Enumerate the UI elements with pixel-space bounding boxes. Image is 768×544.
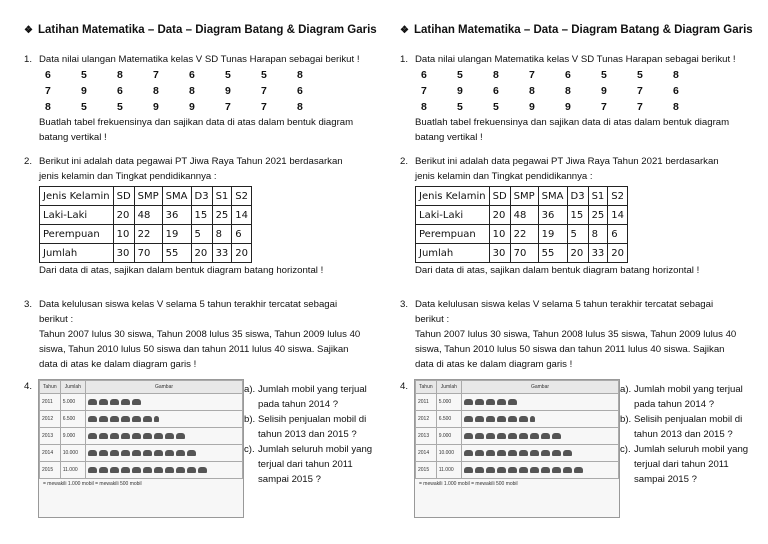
question-4-subquestions: a). Jumlah mobil yang terjual pada tahun 2014 ? b). Selisih penjualan mobil di tahun 2013 dan 2015 ? c). Jumlah seluruh mobil yang terjual dari tahun 2011 sampai 2015 ? xyxy=(244,384,373,485)
car-icon xyxy=(497,450,506,456)
score-grid: 6 5 8 7 6 5 5 8 xyxy=(421,69,679,81)
car-icon xyxy=(143,433,152,439)
score-grid-row-3: 8 5 5 9 9 7 7 8 xyxy=(421,101,679,113)
table-row: 2011 5.000 xyxy=(416,394,619,411)
car-icon xyxy=(110,416,119,422)
diamond-bullet-icon: ❖ xyxy=(400,25,409,36)
employee-table xyxy=(39,186,252,263)
question-2: 2. Berikut ini adalah data pegawai PT Jiwa Raya Tahun 2021 berdasarkan jenis kelamin dan Tingkat pendidikannya : Jenis Kelamin SD SMP SMA D3 S1 S2 Laki-Laki 20 48 36 15 25 14 Perempuan 10 22 19 5 8 6 Jumlah 30 70 55 20 33 20 Dari data di atas, sajikan dalam bentuk diagram batang horizontal ! xyxy=(24,156,343,276)
car-icon xyxy=(508,467,517,473)
table-row: 2015 11.000 xyxy=(416,462,619,479)
question-1: 1. Data nilai ulangan Matematika kelas V SD Tunas Harapan sebagai berikut ! 6 5 8 7 6 5 5 8 7 9 6 8 8 9 7 6 8 5 5 9 9 7 7 8 Buatlah tabel frekuensinya dan sajikan data di atas dalam bentuk diagram batang vertikal ! xyxy=(400,54,736,143)
car-icon xyxy=(508,416,517,422)
car-icon xyxy=(530,433,539,439)
car-icon xyxy=(143,467,152,473)
table-row: Perempuan 10 22 19 5 8 6 xyxy=(40,225,252,244)
question-2: 2. Berikut ini adalah data pegawai PT Jiwa Raya Tahun 2021 berdasarkan jenis kelamin dan Tingkat pendidikannya : Jenis Kelamin SD SMP SMA D3 S1 S2 Laki-Laki 20 48 36 15 25 14 Perempuan 10 22 19 5 8 6 Jumlah 30 70 55 20 33 20 Dari data di atas, sajikan dalam bentuk diagram batang horizontal ! xyxy=(400,156,719,276)
car-icon xyxy=(88,433,97,439)
car-icon xyxy=(176,450,185,456)
car-icon xyxy=(541,467,550,473)
table-row: Jumlah 30 70 55 20 33 20 xyxy=(416,244,628,263)
car-icon xyxy=(563,467,572,473)
car-icon xyxy=(132,450,141,456)
car-icon xyxy=(475,416,484,422)
car-icon xyxy=(99,450,108,456)
car-icon xyxy=(464,416,473,422)
half-car-icon xyxy=(154,416,159,422)
car-icon xyxy=(88,416,97,422)
car-icon xyxy=(486,450,495,456)
car-icon xyxy=(110,467,119,473)
car-icon xyxy=(154,450,163,456)
car-icon xyxy=(475,450,484,456)
table-row: 2011 5.000 xyxy=(40,394,243,411)
table-row: 2012 6.500 xyxy=(416,411,619,428)
car-icon xyxy=(88,399,97,405)
table-row: 2014 10.000 xyxy=(40,445,243,462)
car-icon xyxy=(486,433,495,439)
question-3: 3. Data kelulusan siswa kelas V selama 5 tahun terakhir tercatat sebagai berikut : Tahun 2007 lulus 30 siswa, Tahun 2008 lulus 35 siswa, Tahun 2009 lulus 40 siswa, Tahun 2010 lulus 50 siswa dan tahun 2011 lulus 40 siswa. Sajikan data di atas ke dalam diagram garis ! xyxy=(24,299,361,370)
car-icon xyxy=(121,399,130,405)
score-grid-row-3: 8 5 5 9 9 7 7 8 xyxy=(45,101,303,113)
car-icon xyxy=(187,467,196,473)
car-icon xyxy=(475,433,484,439)
car-icon xyxy=(143,450,152,456)
car-icon xyxy=(143,416,152,422)
car-icon xyxy=(187,450,196,456)
score-grid-row-2: 7 9 6 8 8 9 7 6 xyxy=(421,85,679,97)
table-row: 2014 10.000 xyxy=(416,445,619,462)
car-icon xyxy=(132,467,141,473)
pictogram-table: Tahun Jumlah Gambar 2011 5.000 2012 6.500 2013 9.000 2014 10.000 2015 11.000 = mewakili 1.000 mobil = mewakili 500 mobil xyxy=(414,379,620,518)
score-grid: 6 5 8 7 6 5 5 8 xyxy=(45,69,303,81)
table-row: Jumlah 30 70 55 20 33 20 xyxy=(40,244,252,263)
car-icon xyxy=(475,399,484,405)
car-icon xyxy=(475,467,484,473)
car-icon xyxy=(198,467,207,473)
car-icon xyxy=(464,433,473,439)
car-icon xyxy=(486,399,495,405)
car-icon xyxy=(99,467,108,473)
car-icon xyxy=(110,433,119,439)
car-icon xyxy=(165,450,174,456)
car-icon xyxy=(497,433,506,439)
car-icon xyxy=(121,450,130,456)
car-icon xyxy=(464,467,473,473)
car-icon xyxy=(519,450,528,456)
car-icon xyxy=(132,433,141,439)
employee-table xyxy=(415,186,628,263)
car-icon xyxy=(552,450,561,456)
car-icon xyxy=(121,433,130,439)
worksheet-title: ❖ Latihan Matematika – Data – Diagram Batang & Diagram Garis xyxy=(24,24,377,36)
worksheet-title: ❖ Latihan Matematika – Data – Diagram Batang & Diagram Garis xyxy=(400,24,753,36)
car-icon xyxy=(154,467,163,473)
car-icon xyxy=(165,467,174,473)
car-icon xyxy=(486,416,495,422)
car-icon xyxy=(563,450,572,456)
worksheet-copy-left: ❖ Latihan Matematika – Data – Diagram Batang & Diagram Garis 1. Data nilai ulangan Matematika kelas V SD Tunas Harapan sebagai berikut ! 6 5 8 7 6 5 5 8 7 9 6 8 8 9 7 6 8 5 5 9 9 7 7 8 Buatlah tabel frekuensinya dan sajikan data di atas dalam bentuk diagram batang vertikal ! 2. Berikut ini adalah data pegawai PT Jiwa Raya Tahun 2021 berdasarkan jenis kelamin dan Tingkat pendidikannya : Jenis Kelamin SD SMP SMA D3 S1 S2 Laki-Laki 20 48 36 15 25 14 Perempuan 10 22 19 5 8 6 Jumlah 30 70 55 20 33 20 Dari data di atas, sajikan dalam bentuk diagram batang horizontal ! 3. Data kelulusan siswa kelas V selama 5 tahun terakhir tercatat sebagai berikut : Tahun 2007 lulus 30 siswa, Tahun 2008 lulus 35 siswa, Tahun 2009 lulus 40 siswa, Tahun 2010 lulus 50 siswa dan tahun 2011 lulus 40 siswa. Sajikan data di atas ke dalam diagram garis ! 4. Tahun Jumlah Gambar 2011 5.000 2012 6.500 2013 9.000 2014 10.000 2015 11.000 = mewakili 1.000 mobil = mewakili 500 mobil a). Jumlah mobil yang terjual pada tahun 2014 ? b). Selisih penjualan mobil di tahun 2013 dan 2015 ? c). Jumlah seluruh mobil yang terjual dari tahun 2011 sampai 2015 ? xyxy=(14,0,386,544)
question-3: 3. Data kelulusan siswa kelas V selama 5 tahun terakhir tercatat sebagai berikut : Tahun 2007 lulus 30 siswa, Tahun 2008 lulus 35 siswa, Tahun 2009 lulus 40 siswa, Tahun 2010 lulus 50 siswa dan tahun 2011 lulus 40 siswa. Sajikan data di atas ke dalam diagram garis ! xyxy=(400,299,737,370)
table-row: Laki-Laki 20 48 36 15 25 14 xyxy=(416,206,628,225)
table-row: Laki-Laki 20 48 36 15 25 14 xyxy=(40,206,252,225)
car-icon xyxy=(497,467,506,473)
car-icon xyxy=(88,450,97,456)
car-icon xyxy=(530,450,539,456)
car-icon xyxy=(99,416,108,422)
car-icon xyxy=(154,433,163,439)
car-icon xyxy=(110,450,119,456)
car-icon xyxy=(541,433,550,439)
score-grid-row-2: 7 9 6 8 8 9 7 6 xyxy=(45,85,303,97)
car-icon xyxy=(552,467,561,473)
car-icon xyxy=(99,399,108,405)
pictogram-table: Tahun Jumlah Gambar 2011 5.000 2012 6.500 2013 9.000 2014 10.000 2015 11.000 = mewakili 1.000 mobil = mewakili 500 mobil xyxy=(38,379,244,518)
car-icon xyxy=(508,399,517,405)
car-icon xyxy=(464,450,473,456)
car-icon xyxy=(574,467,583,473)
car-icon xyxy=(99,433,108,439)
car-icon xyxy=(132,399,141,405)
pictogram-legend: = mewakili 1.000 mobil = mewakili 500 mobil xyxy=(419,481,518,487)
car-icon xyxy=(121,467,130,473)
pictogram-legend: = mewakili 1.000 mobil = mewakili 500 mobil xyxy=(43,481,142,487)
car-icon xyxy=(508,450,517,456)
car-icon xyxy=(176,467,185,473)
car-icon xyxy=(497,416,506,422)
car-icon xyxy=(552,433,561,439)
car-icon xyxy=(176,433,185,439)
half-car-icon xyxy=(530,416,535,422)
table-row: Jenis Kelamin SD SMP SMA D3 S1 S2 xyxy=(40,187,252,206)
diamond-bullet-icon: ❖ xyxy=(24,25,33,36)
car-icon xyxy=(519,416,528,422)
car-icon xyxy=(88,467,97,473)
worksheet-copy-right: ❖ Latihan Matematika – Data – Diagram Batang & Diagram Garis 1. Data nilai ulangan Matematika kelas V SD Tunas Harapan sebagai berikut ! 6 5 8 7 6 5 5 8 7 9 6 8 8 9 7 6 8 5 5 9 9 7 7 8 Buatlah tabel frekuensinya dan sajikan data di atas dalam bentuk diagram batang vertikal ! 2. Berikut ini adalah data pegawai PT Jiwa Raya Tahun 2021 berdasarkan jenis kelamin dan Tingkat pendidikannya : Jenis Kelamin SD SMP SMA D3 S1 S2 Laki-Laki 20 48 36 15 25 14 Perempuan 10 22 19 5 8 6 Jumlah 30 70 55 20 33 20 Dari data di atas, sajikan dalam bentuk diagram batang horizontal ! 3. Data kelulusan siswa kelas V selama 5 tahun terakhir tercatat sebagai berikut : Tahun 2007 lulus 30 siswa, Tahun 2008 lulus 35 siswa, Tahun 2009 lulus 40 siswa, Tahun 2010 lulus 50 siswa dan tahun 2011 lulus 40 siswa. Sajikan data di atas ke dalam diagram garis ! 4. Tahun Jumlah Gambar 2011 5.000 2012 6.500 2013 9.000 2014 10.000 2015 11.000 = mewakili 1.000 mobil = mewakili 500 mobil a). Jumlah mobil yang terjual pada tahun 2014 ? b). Selisih penjualan mobil di tahun 2013 dan 2015 ? c). Jumlah seluruh mobil yang terjual dari tahun 2011 sampai 2015 ? xyxy=(390,0,762,544)
car-icon xyxy=(165,433,174,439)
table-row: 2013 9.000 xyxy=(416,428,619,445)
question-4-subquestions: a). Jumlah mobil yang terjual pada tahun 2014 ? b). Selisih penjualan mobil di tahun 2013 dan 2015 ? c). Jumlah seluruh mobil yang terjual dari tahun 2011 sampai 2015 ? xyxy=(620,384,749,485)
car-icon xyxy=(132,416,141,422)
car-icon xyxy=(121,416,130,422)
table-row: 2015 11.000 xyxy=(40,462,243,479)
question-1: 1. Data nilai ulangan Matematika kelas V SD Tunas Harapan sebagai berikut ! 6 5 8 7 6 5 5 8 7 9 6 8 8 9 7 6 8 5 5 9 9 7 7 8 Buatlah tabel frekuensinya dan sajikan data di atas dalam bentuk diagram batang vertikal ! xyxy=(24,54,360,143)
table-row: 2013 9.000 xyxy=(40,428,243,445)
table-row: Jenis Kelamin SD SMP SMA D3 S1 S2 xyxy=(416,187,628,206)
table-row: Perempuan 10 22 19 5 8 6 xyxy=(416,225,628,244)
car-icon xyxy=(464,399,473,405)
car-icon xyxy=(508,433,517,439)
table-row: 2012 6.500 xyxy=(40,411,243,428)
car-icon xyxy=(519,433,528,439)
car-icon xyxy=(497,399,506,405)
car-icon xyxy=(110,399,119,405)
car-icon xyxy=(541,450,550,456)
car-icon xyxy=(530,467,539,473)
car-icon xyxy=(486,467,495,473)
car-icon xyxy=(519,467,528,473)
